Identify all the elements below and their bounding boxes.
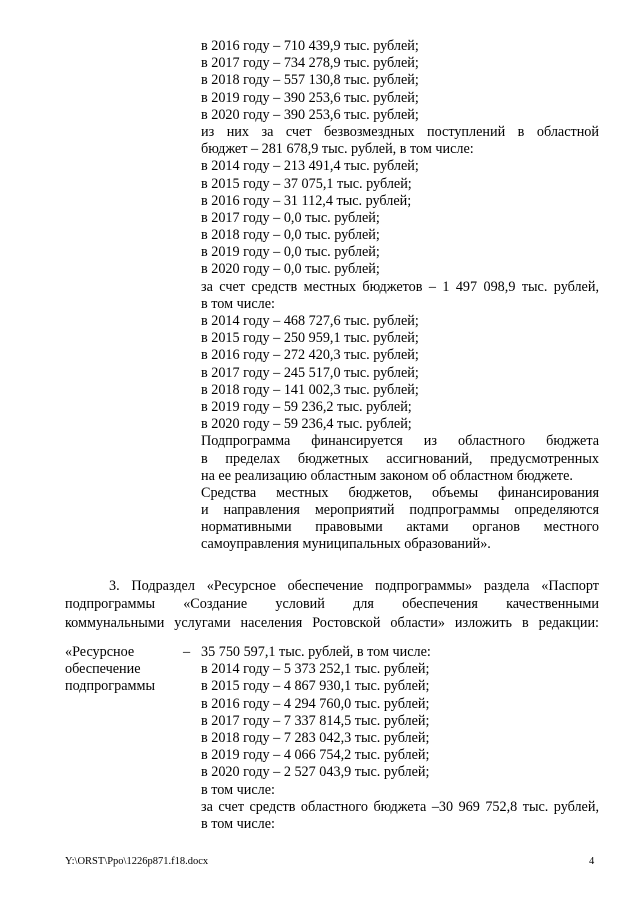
funding-line: и направления мероприятий подпрограммы определяются xyxy=(201,502,599,519)
funding-line: нормативными правовыми актами органов местного xyxy=(201,519,599,536)
funding-line: в 2016 году – 710 439,9 тыс. рублей; xyxy=(201,38,419,54)
funding-line: в 2017 году – 734 278,9 тыс. рублей; xyxy=(201,55,419,72)
footer-file-path: Y:\ORST\Ppo\1226p871.f18.docx xyxy=(65,856,209,867)
funding-line: в 2019 году – 390 253,6 тыс. рублей; xyxy=(201,89,419,106)
funding-line: на ее реализацию областным законом об областном бюджете. xyxy=(201,467,573,484)
value-line: в 2014 году – 5 373 252,1 тыс. рублей; xyxy=(201,661,430,678)
section-line: подпрограммы «Создание условий для обеспечения качественными xyxy=(65,596,599,613)
label-line: подпрограммы xyxy=(65,678,155,695)
funding-line: в 2017 году – 0,0 тыс. рублей; xyxy=(201,209,380,226)
funding-line: Средства местных бюджетов, объемы финансирования xyxy=(201,484,599,501)
funding-line: в 2016 году – 31 112,4 тыс. рублей; xyxy=(201,192,412,209)
section-3-paragraph xyxy=(65,577,599,632)
value-line: в 2016 году – 4 294 760,0 тыс. рублей; xyxy=(201,695,430,712)
funding-line: в 2014 году – 213 491,4 тыс. рублей; xyxy=(201,158,419,175)
funding-line: в 2016 году – 272 420,3 тыс. рублей; xyxy=(201,347,419,364)
funding-line: за счет средств местных бюджетов – 1 497 098,9 тыс. рублей, xyxy=(201,278,599,295)
funding-line: в 2017 году – 245 517,0 тыс. рублей; xyxy=(201,364,419,381)
funding-line: в пределах бюджетных ассигнований, предусмотренных xyxy=(201,450,599,467)
value-line: за счет средств областного бюджета –30 969 752,8 тыс. рублей, xyxy=(201,798,599,815)
funding-text-continued xyxy=(201,38,599,554)
section-line: коммунальными услугами населения Ростовской области» изложить в редакции: xyxy=(65,614,599,631)
value-line: в том числе: xyxy=(201,781,275,798)
value-line: в 2019 году – 4 066 754,2 тыс. рублей; xyxy=(201,747,430,764)
funding-line: Подпрограмма финансируется из областного бюджета xyxy=(201,433,599,450)
value-line: в 2020 году – 2 527 043,9 тыс. рублей; xyxy=(201,764,430,781)
funding-line: в 2020 году – 59 236,4 тыс. рублей; xyxy=(201,416,412,433)
label-dash: – xyxy=(183,644,191,660)
funding-line: в 2015 году – 37 075,1 тыс. рублей; xyxy=(201,175,412,192)
funding-line: в 2018 году – 0,0 тыс. рублей; xyxy=(201,227,380,244)
funding-line: в 2018 году – 557 130,8 тыс. рублей; xyxy=(201,72,419,89)
funding-line: в 2018 году – 141 002,3 тыс. рублей; xyxy=(201,381,419,398)
resource-support-label xyxy=(65,644,175,696)
value-line: в 2015 году – 4 867 930,1 тыс. рублей; xyxy=(201,678,430,695)
funding-line: в 2020 году – 390 253,6 тыс. рублей; xyxy=(201,106,419,123)
funding-line: бюджет – 281 678,9 тыс. рублей, в том числе: xyxy=(201,141,474,158)
label-line: «Ресурсное xyxy=(65,644,135,660)
funding-line: самоуправления муниципальных образований». xyxy=(201,536,491,553)
funding-line: в 2019 году – 59 236,2 тыс. рублей; xyxy=(201,398,412,415)
value-line: в том числе: xyxy=(201,815,275,832)
funding-line: из них за счет безвозмездных поступлений в областной xyxy=(201,123,599,140)
section-line: 3. Подраздел «Ресурсное обеспечение подпрограммы» раздела «Паспорт xyxy=(109,578,599,594)
label-line: обеспечение xyxy=(65,661,141,678)
funding-line: в том числе: xyxy=(201,295,275,312)
value-line: в 2017 году – 7 337 814,5 тыс. рублей; xyxy=(201,712,430,729)
value-line: в 2018 году – 7 283 042,3 тыс. рублей; xyxy=(201,729,430,746)
funding-line: в 2015 году – 250 959,1 тыс. рублей; xyxy=(201,330,419,347)
funding-line: в 2019 году – 0,0 тыс. рублей; xyxy=(201,244,380,261)
funding-line: в 2014 году – 468 727,6 тыс. рублей; xyxy=(201,313,419,329)
page-number: 4 xyxy=(589,856,595,867)
resource-support-values xyxy=(201,644,599,833)
funding-line: в 2020 году – 0,0 тыс. рублей; xyxy=(201,261,380,278)
value-line: 35 750 597,1 тыс. рублей, в том числе: xyxy=(201,644,431,660)
